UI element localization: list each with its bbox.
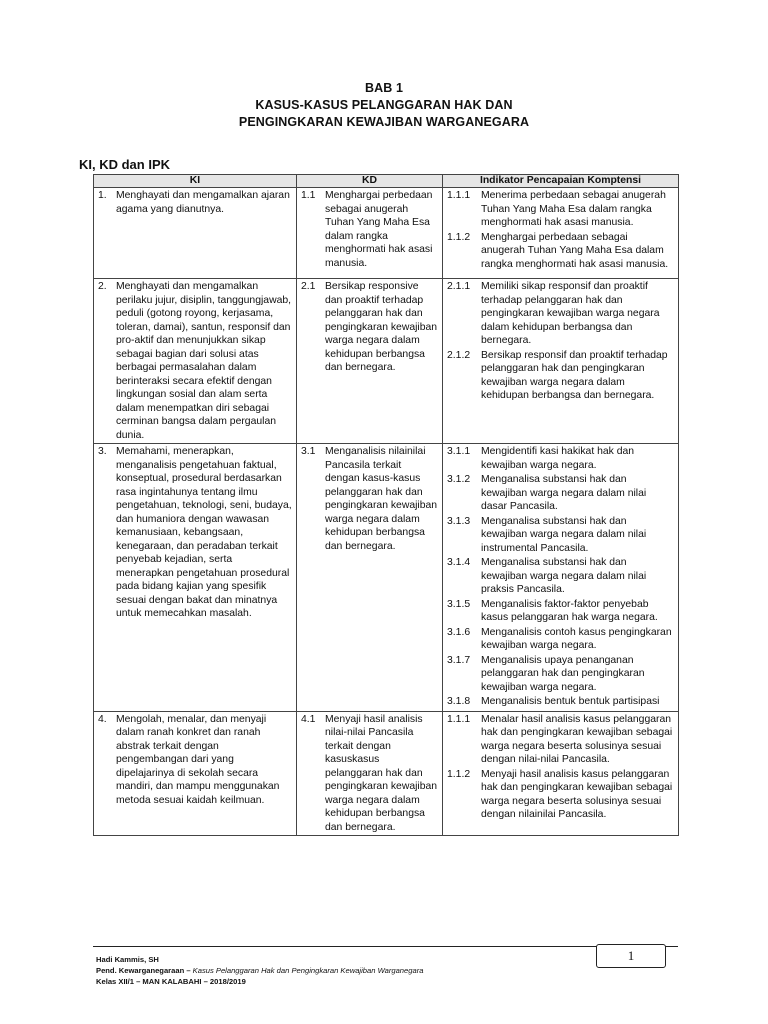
footer-subject-label: Pend. Kewarganegaraan <box>96 966 185 975</box>
indicator-text: Menganalisis faktor-faktor penyebab kasus pelanggaran hak warga negara. <box>481 598 658 623</box>
page-number: 1 <box>596 944 666 968</box>
ki-text: Memahami, menerapkan, menganalisis pengetahuan faktual, konseptual, prosedural berdasarkan rasa ingintahunya tentang ilmu pengetahuan, teknologi, seni, budaya, dan humaniora dengan wawasan kemanusiaan, kebangsaan, kenegaraan, dan peradaban terkait penyebab kejadian, serta menerapkan pengetahuan prosedural pada bidang kajian yang spesifik sesuai dengan bakat dan minatnya untuk memecahkan masalah. <box>116 446 292 619</box>
footer <box>96 954 423 987</box>
indicator-number: 1.1.2 <box>447 231 471 243</box>
indicator-item <box>447 556 674 597</box>
footer-class-info: Kelas XII/1 – MAN KALABAHI – 2018/2019 <box>96 977 246 986</box>
ki-text: Menghayati dan mengamalkan ajaran agama yang dianutnya. <box>116 190 290 215</box>
indicator-number: 3.1.1 <box>447 446 471 457</box>
ki-cell <box>94 279 297 444</box>
ki-number: 2. <box>98 281 107 292</box>
indicator-item <box>447 654 674 695</box>
kd-number: 1.1 <box>301 190 316 201</box>
indicator-item <box>447 626 674 653</box>
indicator-item <box>447 189 674 230</box>
ki-text: Menghayati dan mengamalkan perilaku jujur, disiplin, tanggungjawab, peduli (gotong royong, kerjasama, toleran, damai), santun, responsif dan pro-aktif dan menunjukkan sikap sebagai bagian dari solusi atas berbagai permasalahan dalam berinteraksi secara efektif dengan lingkungan sosial dan alam serta dalam menempatkan diri sebagai cerminan bangsa dalam pergaulan dunia. <box>116 281 292 441</box>
indicator-text: Bersikap responsif dan proaktif terhadap pelanggaran hak dan pengingkaran kewajiban warga negara dalam kehidupan berbangsa dan bernegara. <box>481 349 668 401</box>
header-kd: KD <box>297 175 443 188</box>
footer-author: Hadi Kammis, SH <box>96 955 159 964</box>
indicator-number: 3.1.7 <box>447 654 471 666</box>
indicator-number: 1.1.2 <box>447 768 471 780</box>
ki-number: 3. <box>98 446 107 457</box>
competency-table <box>93 174 679 836</box>
indicator-text: Memiliki sikap responsif dan proaktif terhadap pelanggaran hak dan pengingkaran kewajiban warga negara dalam kehidupan berbangsa dan bernegara. <box>481 281 660 346</box>
indicator-text: Menghargai perbedaan sebagai anugerah Tuhan Yang Maha Esa dalam rangka menghormati hak asasi manusia. <box>481 231 669 270</box>
indicator-text: Menalar hasil analisis kasus pelanggaran hak dan pengingkaran kewajiban sebagai warga negara beserta solusinya sesuai dengan nilai-nilai Pancasila. <box>481 713 673 765</box>
indicator-number: 3.1.3 <box>447 515 471 527</box>
kd-text: Menyaji hasil analisis nilai-nilai Pancasila terkait dengan kasuskasus pelanggaran hak dan pengingkaran kewajiban warga negara dalam kehidupan berbangsa dan bernegara. <box>325 713 438 833</box>
kd-text: Menghargai perbedaan sebagai anugerah Tuhan Yang Maha Esa dalam rangka menghormati hak asasi manusia. <box>325 190 433 269</box>
indicator-text: Mengidentifi kasi hakikat hak dan kewajiban warga negara. <box>481 446 635 471</box>
indicator-item <box>447 349 674 403</box>
kd-number: 4.1 <box>301 713 316 725</box>
indicator-item <box>447 768 674 822</box>
indicator-number: 3.1.5 <box>447 598 471 610</box>
table-header-row <box>94 175 679 188</box>
footer-rule <box>93 946 678 947</box>
indicator-text: Menganalisa substansi hak dan kewajiban warga negara dalam nilai instrumental Pancasila. <box>481 515 647 554</box>
ki-number: 1. <box>98 190 107 201</box>
kd-cell <box>297 444 443 712</box>
indicator-number: 3.1.2 <box>447 474 471 485</box>
indicator-text: Menganalisa substansi hak dan kewajiban warga negara dalam nilai praksis Pancasila. <box>481 557 647 595</box>
indicator-text: Menganalisis upaya penanganan pelanggaran hak dan pengingkaran kewajiban warga negara. <box>481 654 645 693</box>
indicator-text: Menganalisa substansi hak dan kewajiban warga negara dalam nilai dasar Pancasila. <box>481 474 647 512</box>
table-row <box>94 711 679 836</box>
indicator-item <box>447 695 674 709</box>
indicator-item <box>447 515 674 556</box>
indicator-number: 2.1.2 <box>447 349 471 361</box>
indicator-text: Menyaji hasil analisis kasus pelanggaran hak dan pengingkaran kewajiban sebagai warga negara beserta solusinya sesuai dengan nilainilai Pancasila. <box>481 768 673 820</box>
footer-subject <box>96 965 423 976</box>
kd-number: 3.1 <box>301 446 316 457</box>
kd-cell <box>297 279 443 444</box>
chapter-title-line-2: PENGINGKARAN KEWAJIBAN WARGANEGARA <box>238 115 530 129</box>
indicator-item <box>447 445 674 472</box>
ki-cell <box>94 188 297 279</box>
indicator-number: 3.1.6 <box>447 626 471 638</box>
indicator-item <box>447 280 674 348</box>
indicator-number: 3.1.8 <box>447 696 471 707</box>
table-row <box>94 188 679 279</box>
ipk-cell <box>443 711 679 836</box>
indicator-item <box>447 231 674 272</box>
indicator-text: Menganalisis contoh kasus pengingkaran kewajiban warga negara. <box>481 626 672 651</box>
kd-cell <box>297 188 443 279</box>
indicator-number: 1.1.1 <box>447 713 471 725</box>
kd-number: 2.1 <box>301 281 316 292</box>
indicator-item <box>447 598 674 625</box>
table-row <box>94 279 679 444</box>
kd-text: Menganalisis nilainilai Pancasila terkait dengan kasus-kasus pelanggaran hak dan pengingkaran kewajiban warga negara dalam kehidupan berbangsa dan bernegara. <box>325 446 438 552</box>
ipk-cell <box>443 188 679 279</box>
section-heading: KI, KD dan IPK <box>79 157 171 172</box>
indicator-text: Menerima perbedaan sebagai anugerah Tuhan Yang Maha Esa dalam rangka menghormati hak asasi manusia. <box>481 190 666 228</box>
footer-dash: – <box>184 966 193 975</box>
ipk-cell <box>443 444 679 712</box>
ipk-cell <box>443 279 679 444</box>
footer-subject-topic: Kasus Pelanggaran Hak dan Pengingkaran Kewajiban Warganegara <box>192 966 424 975</box>
ki-number: 4. <box>98 713 107 725</box>
ki-cell <box>94 444 297 712</box>
indicator-item <box>447 473 674 514</box>
indicator-number: 3.1.4 <box>447 557 471 568</box>
chapter-title-block <box>0 80 768 131</box>
kd-cell <box>297 711 443 836</box>
indicator-number: 1.1.1 <box>447 190 471 201</box>
chapter-label: BAB 1 <box>364 81 403 95</box>
chapter-title-line-1: KASUS-KASUS PELANGGARAN HAK DAN <box>255 98 513 112</box>
ki-cell <box>94 711 297 836</box>
kd-text: Bersikap responsive dan proaktif terhadap pelanggaran hak dan pengingkaran kewajiban warga negara dalam kehidupan berbangsa dan bernegara. <box>325 281 438 373</box>
indicator-item <box>447 713 674 767</box>
table-row <box>94 444 679 712</box>
header-ipk: Indikator Pencapaian Komptensi <box>443 175 679 188</box>
indicator-text: Menganalisis bentuk bentuk partisipasi <box>481 696 660 707</box>
indicator-number: 2.1.1 <box>447 281 471 292</box>
ki-text: Mengolah, menalar, dan menyaji dalam ranah konkret dan ranah abstrak terkait dengan pengembangan dari yang dipelajarinya di sekolah secara mandiri, dan mampu menggunakan metoda sesuai kaidah keilmuan. <box>116 713 280 806</box>
header-ki: KI <box>94 175 297 188</box>
